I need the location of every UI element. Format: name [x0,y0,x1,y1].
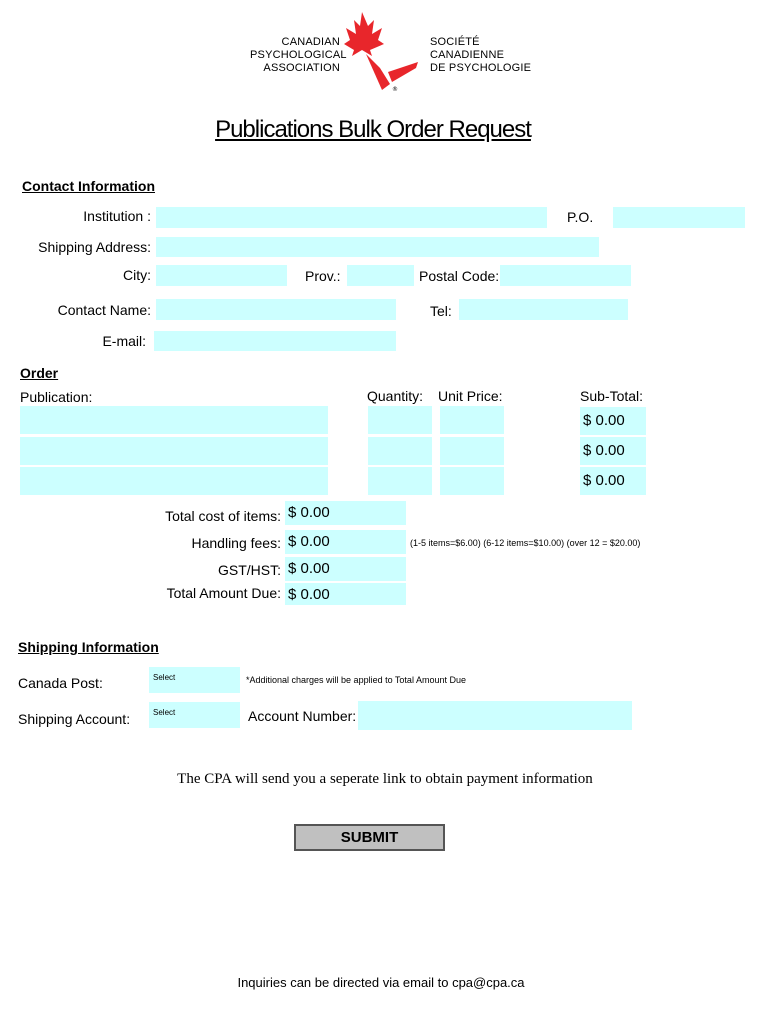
po-label: P.O. [567,209,594,225]
shipping-address-label: Shipping Address: [38,239,151,255]
shipping-section-heading: Shipping Information [18,639,159,655]
quantity-field[interactable] [368,406,432,434]
total-due-value: $ 0.00 [285,583,406,605]
org-name-fr: SOCIÉTÉ CANADIENNE DE PSYCHOLOGIE [430,36,532,74]
email-label: E-mail: [102,333,146,349]
subtotal-value: $ 0.00 [580,437,646,465]
account-number-label: Account Number: [248,708,357,724]
total-due-label: Total Amount Due: [166,585,281,601]
institution-field[interactable] [156,207,547,228]
canada-post-label: Canada Post: [18,675,103,691]
quantity-label: Quantity: [367,388,424,404]
subtotal-label: Sub-Total: [580,388,644,404]
shipping-account-label: Shipping Account: [18,711,131,727]
total-cost-label: Total cost of items: [165,508,281,524]
contact-name-label: Contact Name: [57,302,151,318]
publication-label: Publication: [20,389,93,405]
unit-price-label: Unit Price: [438,388,503,404]
page-title: Publications Bulk Order Request [215,116,531,143]
quantity-field[interactable] [368,437,432,465]
handling-fees-value: $ 0.00 [285,530,406,554]
city-field[interactable] [156,265,287,286]
prov-label: Prov.: [305,268,341,284]
handling-fees-note: (1-5 items=$6.00) (6-12 items=$10.00) (over 12 = $20.00) [410,538,641,548]
prov-field[interactable] [347,265,414,286]
email-field[interactable] [154,331,396,351]
institution-label: Institution : [83,208,151,224]
unit-price-field[interactable] [440,467,504,495]
shipping-account-select[interactable]: Select [149,702,240,728]
quantity-field[interactable] [368,467,432,495]
publication-field[interactable] [20,467,328,495]
gst-value: $ 0.00 [285,557,406,581]
city-label: City: [123,267,151,283]
order-section-heading: Order [20,365,59,381]
subtotal-value: $ 0.00 [580,407,646,435]
account-number-field[interactable] [358,701,632,730]
po-field[interactable] [613,207,745,228]
tel-field[interactable] [459,299,628,320]
handling-fees-label: Handling fees: [191,535,281,551]
publication-field[interactable] [20,406,328,434]
contact-name-field[interactable] [156,299,396,320]
postal-code-field[interactable] [500,265,631,286]
svg-text:®: ® [392,86,398,92]
gst-label: GST/HST: [217,562,281,578]
shipping-address-field[interactable] [156,237,599,257]
subtotal-value: $ 0.00 [580,467,646,495]
org-name-en: CANADIAN PSYCHOLOGICAL ASSOCIATION [250,36,347,74]
submit-button[interactable]: SUBMIT [294,824,445,851]
contact-section-heading: Contact Information [22,178,155,194]
unit-price-field[interactable] [440,406,504,434]
additional-charges-note: *Additional charges will be applied to Total Amount Due [246,675,466,685]
postal-code-label: Postal Code: [419,268,500,284]
total-cost-value: $ 0.00 [285,501,406,525]
tel-label: Tel: [430,303,452,319]
publication-field[interactable] [20,437,328,465]
payment-note: The CPA will send you a seperate link to obtain payment information [177,771,593,787]
unit-price-field[interactable] [440,437,504,465]
canada-post-select[interactable]: Select [149,667,240,693]
maple-leaf-icon [344,10,422,97]
footer-inquiries: Inquiries can be directed via email to cpa@cpa.ca [237,975,525,990]
